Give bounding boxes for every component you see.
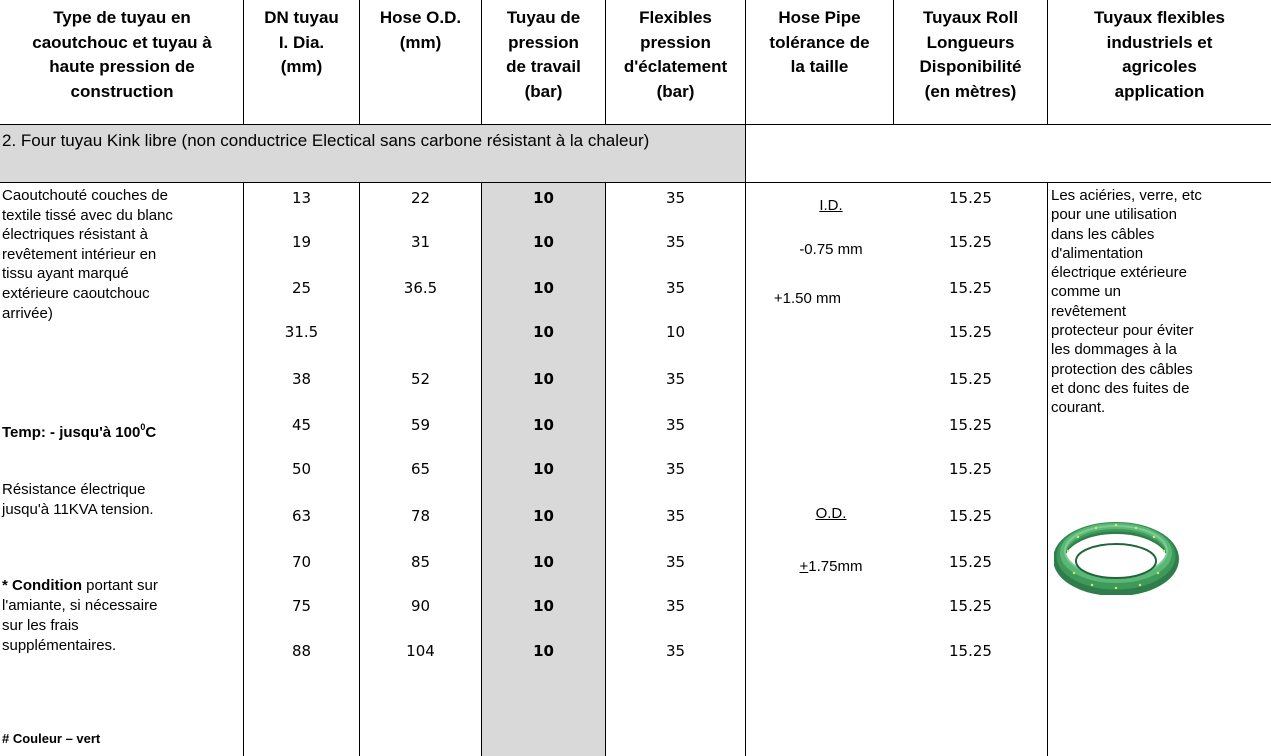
description-line: tissu ayant marqué bbox=[2, 265, 129, 283]
burst-pressure-cell: 35 bbox=[665, 553, 686, 571]
outer-diameter-cell: 59 bbox=[410, 416, 431, 434]
roll-length-cell: 15.25 bbox=[949, 642, 992, 660]
tolerance-id-plus: +1.50 mm bbox=[773, 290, 841, 307]
header-text-line: tolérance de bbox=[769, 32, 870, 52]
header-text-line: (mm) bbox=[399, 32, 442, 52]
header-text-line: Disponibilité bbox=[919, 57, 1022, 76]
roll-length-cell: 15.25 bbox=[949, 460, 992, 478]
application-line: électrique extérieure bbox=[1051, 264, 1187, 282]
inner-diameter-cell: 13 bbox=[291, 189, 312, 207]
header-text-line: DN tuyau bbox=[264, 8, 339, 27]
temperature-rating bbox=[2, 424, 156, 441]
header-roll-lengths bbox=[894, 6, 1047, 104]
application-line: les dommages à la bbox=[1051, 341, 1177, 359]
inner-diameter-cell: 75 bbox=[291, 597, 312, 615]
header-text-line: Longueurs bbox=[926, 32, 1015, 52]
electrical-resistance-note bbox=[2, 480, 242, 520]
header-text-line: de travail bbox=[506, 57, 581, 76]
header-text-line: haute pression de bbox=[49, 57, 195, 76]
header-hose-type bbox=[2, 6, 242, 104]
outer-diameter-cell: 78 bbox=[410, 507, 431, 525]
header-text-line: (en mètres) bbox=[924, 81, 1017, 101]
burst-pressure-cell: 35 bbox=[665, 370, 686, 388]
roll-length-cell: 15.25 bbox=[949, 597, 992, 615]
tolerance-id-label: I.D. bbox=[819, 197, 843, 214]
header-size-tolerance bbox=[746, 6, 893, 80]
description-line: extérieure caoutchouc bbox=[2, 284, 150, 302]
header-application bbox=[1048, 6, 1271, 104]
roll-length-cell: 15.25 bbox=[949, 279, 992, 297]
working-pressure-cell: 10 bbox=[533, 233, 554, 251]
description-line: arrivée) bbox=[2, 304, 53, 322]
burst-pressure-cell: 10 bbox=[665, 323, 686, 341]
resistance-line: Résistance électrique bbox=[2, 481, 146, 498]
working-pressure-cell: 10 bbox=[533, 553, 554, 571]
header-text-line: caoutchouc et tuyau à bbox=[32, 32, 212, 52]
header-inner-diameter bbox=[244, 6, 359, 80]
temperature-unit: C bbox=[145, 424, 157, 441]
header-text-line: Type de tuyau en bbox=[53, 8, 191, 27]
working-pressure-cell: 10 bbox=[533, 323, 554, 341]
working-pressure-cell: 10 bbox=[533, 507, 554, 525]
section-title: 2. Four tuyau Kink libre (non conductrice Electical sans carbone résistant à la chaleur) bbox=[2, 131, 650, 150]
burst-pressure-cell: 35 bbox=[665, 416, 686, 434]
inner-diameter-cell: 31.5 bbox=[284, 323, 319, 341]
section-bottom-border bbox=[0, 182, 1271, 183]
application-line: et donc des fuites de bbox=[1051, 379, 1190, 397]
description-line: électriques résistant à bbox=[2, 226, 148, 244]
temperature-superscript: 0 bbox=[140, 422, 146, 432]
application-line: dans les câbles bbox=[1051, 225, 1155, 243]
header-text-line: Tuyau de bbox=[506, 8, 581, 27]
condition-label: * Condition bbox=[2, 577, 82, 594]
description-line: textile tissé avec du blanc bbox=[2, 206, 173, 224]
application-line: Les aciéries, verre, etc bbox=[1051, 187, 1202, 204]
application-line: revêtement bbox=[1051, 302, 1127, 320]
outer-diameter-cell: 36.5 bbox=[403, 279, 438, 297]
application-line: d'alimentation bbox=[1051, 244, 1144, 262]
burst-pressure-cell: 35 bbox=[665, 279, 686, 297]
burst-pressure-cell: 35 bbox=[665, 460, 686, 478]
burst-pressure-cell: 35 bbox=[665, 507, 686, 525]
header-text-line: la taille bbox=[790, 57, 849, 76]
roll-length-cell: 15.25 bbox=[949, 553, 992, 571]
temperature-label: Temp: - jusqu'à 100 bbox=[2, 424, 141, 441]
working-pressure-cell: 10 bbox=[533, 189, 554, 207]
roll-length-cell: 15.25 bbox=[949, 507, 992, 525]
burst-pressure-cell: 35 bbox=[665, 597, 686, 615]
description-line: revêtement intérieur en bbox=[2, 245, 157, 263]
header-working-pressure bbox=[482, 6, 605, 104]
application-line: pour une utilisation bbox=[1051, 206, 1177, 224]
header-text-line: application bbox=[1114, 81, 1205, 101]
working-pressure-cell: 10 bbox=[533, 279, 554, 297]
header-text-line: (mm) bbox=[280, 57, 323, 76]
outer-diameter-cell: 22 bbox=[410, 189, 431, 207]
green-hose-coil-image bbox=[1054, 515, 1179, 595]
application-description bbox=[1051, 186, 1269, 418]
outer-diameter-cell: 104 bbox=[406, 642, 435, 660]
header-text-line: agricoles bbox=[1122, 57, 1197, 76]
inner-diameter-cell: 63 bbox=[291, 507, 312, 525]
plus-minus-sign: + bbox=[799, 558, 809, 575]
application-line: courant. bbox=[1051, 399, 1106, 417]
inner-diameter-cell: 19 bbox=[291, 233, 312, 251]
outer-diameter-cell: 90 bbox=[410, 597, 431, 615]
header-text-line: d'éclatement bbox=[623, 57, 728, 76]
application-line: comme un bbox=[1051, 283, 1122, 301]
burst-pressure-cell: 35 bbox=[665, 642, 686, 660]
tolerance-od-label: O.D. bbox=[815, 505, 847, 522]
burst-pressure-cell: 35 bbox=[665, 189, 686, 207]
working-pressure-cell: 10 bbox=[533, 642, 554, 660]
inner-diameter-cell: 45 bbox=[291, 416, 312, 434]
header-text-line: Flexibles bbox=[639, 8, 712, 27]
header-text-line: (bar) bbox=[524, 81, 563, 101]
working-pressure-cell: 10 bbox=[533, 416, 554, 434]
working-pressure-cell: 10 bbox=[533, 597, 554, 615]
roll-length-cell: 15.25 bbox=[949, 370, 992, 388]
header-burst-pressure bbox=[606, 6, 745, 104]
header-text-line: pression bbox=[640, 32, 711, 52]
working-pressure-cell: 10 bbox=[533, 370, 554, 388]
tolerance-od-value bbox=[751, 558, 911, 576]
working-pressure-cell: 10 bbox=[533, 460, 554, 478]
condition-line: supplémentaires. bbox=[2, 637, 117, 654]
header-outer-diameter bbox=[360, 6, 481, 55]
header-text-line: Hose Pipe bbox=[778, 8, 861, 27]
column-border bbox=[1047, 182, 1048, 756]
hose-description bbox=[2, 186, 242, 323]
header-text-line: Hose O.D. bbox=[379, 8, 462, 27]
description-line: Caoutchouté couches de bbox=[2, 187, 168, 204]
outer-diameter-cell: 85 bbox=[410, 553, 431, 571]
application-line: protection des câbles bbox=[1051, 360, 1193, 378]
condition-text: portant sur bbox=[81, 577, 158, 594]
outer-diameter-cell: 52 bbox=[410, 370, 431, 388]
application-line: protecteur pour éviter bbox=[1051, 322, 1194, 340]
header-text-line: pression bbox=[508, 32, 579, 52]
condition-line: sur les frais bbox=[2, 617, 79, 634]
roll-length-cell: 15.25 bbox=[949, 233, 992, 251]
outer-diameter-cell: 65 bbox=[410, 460, 431, 478]
header-text-line: Tuyaux Roll bbox=[922, 8, 1019, 27]
header-text-line: construction bbox=[70, 81, 174, 101]
condition-note bbox=[2, 576, 242, 656]
color-note: # Couleur – vert bbox=[2, 731, 101, 746]
inner-diameter-cell: 38 bbox=[291, 370, 312, 388]
header-text-line: industriels et bbox=[1106, 32, 1213, 52]
tolerance-id-minus: -0.75 mm bbox=[799, 241, 863, 258]
header-bottom-border bbox=[0, 124, 1271, 125]
inner-diameter-cell: 88 bbox=[291, 642, 312, 660]
inner-diameter-cell: 25 bbox=[291, 279, 312, 297]
header-text-line: I. Dia. bbox=[278, 32, 325, 52]
roll-length-cell: 15.25 bbox=[949, 323, 992, 341]
burst-pressure-cell: 35 bbox=[665, 233, 686, 251]
inner-diameter-cell: 70 bbox=[291, 553, 312, 571]
resistance-line: jusqu'à 11KVA tension. bbox=[2, 501, 154, 518]
inner-diameter-cell: 50 bbox=[291, 460, 312, 478]
outer-diameter-cell: 31 bbox=[410, 233, 431, 251]
header-text-line: (bar) bbox=[656, 81, 695, 101]
tolerance-od-amount: 1.75mm bbox=[808, 558, 863, 575]
roll-length-cell: 15.25 bbox=[949, 416, 992, 434]
condition-line: l'amiante, si nécessaire bbox=[2, 597, 158, 614]
column-border bbox=[745, 0, 746, 756]
roll-length-cell: 15.25 bbox=[949, 189, 992, 207]
header-text-line: Tuyaux flexibles bbox=[1093, 8, 1225, 27]
